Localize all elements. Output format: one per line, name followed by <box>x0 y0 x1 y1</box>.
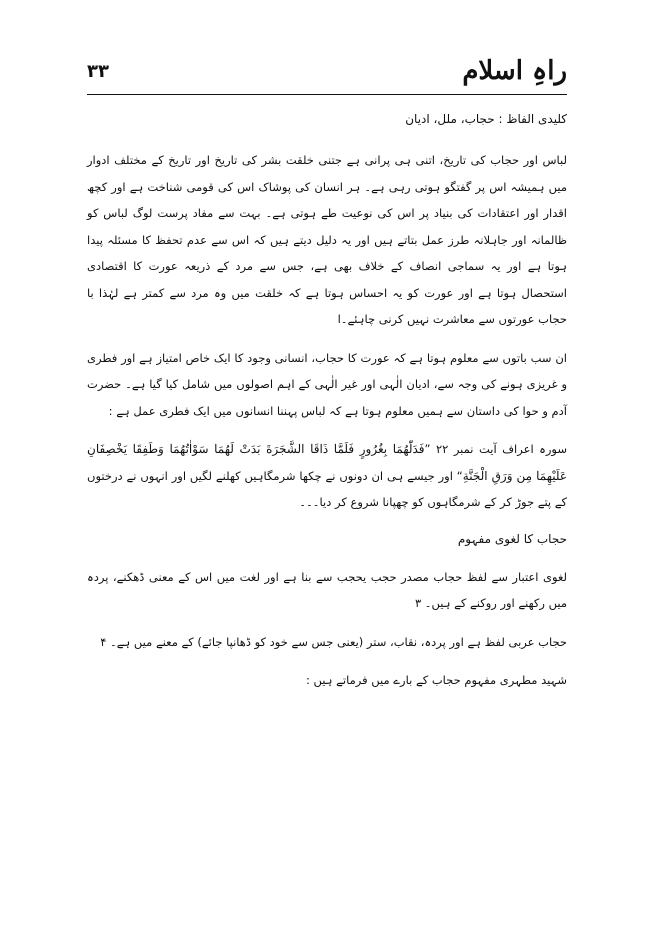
quran-translation: “ اور جیسے ہی ان دونوں نے چکھا شرمگاہیں کھلنے لگیں اور انہوں نے درختوں کے پتے جوڑ کر کے شرمگاہوں کو چھپانا شروع کر دیا۔۔۔ <box>87 468 567 509</box>
paragraph-linguistic: لغوی اعتبار سے لفظ حجاب مصدر حجب یحجب سے بنا ہے اور لغت میں اس کے معنی ڈھکنے، پردہ میں رکھنے اور روکنے کے ہیں۔ ۳ <box>87 569 567 610</box>
closing-line: شہید مطہری مفہوم حجاب کے بارے میں فرماتے ہیں : <box>306 672 567 687</box>
keywords-line: کلیدی الفاظ : حجاب، ملل، ادیان <box>405 112 567 126</box>
definition-line: حجاب عربی لفظ ہے اور پردہ، نقاب، ستر (یعنی جس سے خود کو ڈھانپا جائے) کے معنے میں ہے۔ ۴ <box>100 634 567 649</box>
quran-reference: سورہ اعراف آیت نمبر ۲۲ ” <box>424 442 567 456</box>
journal-title: راہِ اسلام <box>462 56 567 86</box>
paragraph-nature: ان سب باتوں سے معلوم ہوتا ہے کہ عورت کا حجاب، انسانی وجود کا ایک خاص امتیاز ہے اور فطری و غریزی ہونے کی وجہ سے، ادیان الٰہی اور غیر الٰہی کے اہم اصولوں میں شامل کیا گیا ہے۔ حضرت آدم و حوا کی داستان سے ہمیں معلوم ہوتا ہے کہ لباس پہننا انسانوں میں ایک فطری عمل ہے : <box>87 350 567 418</box>
page-header <box>87 56 567 96</box>
section-heading: حجاب کا لغوی مفہوم <box>457 531 567 546</box>
article-body <box>87 108 567 705</box>
header-divider <box>87 94 567 95</box>
quran-verse: فَدَلّٰهُمَا بِغُرُورٍ فَلَمَّا ذَاقَا الشَّجَرَةَ بَدَتْ لَهُمَا سَوْاٰتُهُمَا وَطَفِقَا يَخْصِفَانِ عَلَيْهِمَا مِن وَرَقِ الْجَنَّةِ <box>87 442 568 483</box>
paragraph-history: لباس اور حجاب کی تاریخ، اتنی ہی پرانی ہے جتنی خلقت بشر کی تاریخ اور تاریخ کے مختلف ادوار میں ہمیشہ اس پر گفتگو ہوتی رہی ہے۔ ہر انسان کی پوشاک اس کی قومی شناخت ہے اور کچھ اقدار اور اعتقادات کی بنیاد پر اس کی نوعیت طے ہوتی ہے۔ بہت سے مفاد پرست لوگ لباس کو ظالمانہ اور جاہلانہ طرز عمل بتاتے ہیں اور یہ دلیل دیتے ہیں کہ اس سے عدم تحفظ کا مسئلہ پیدا ہوتا ہے اور یہ سماجی انصاف کے خلاف بھی ہے، جس سے مرد کے ذریعہ عورت کا اقتصادی استحصال ہوتا ہے اور عورت کو یہ احساس ہوتا ہے کہ خلقت میں وہ مرد سے کمتر ہے لہٰذا با حجاب عورتوں سے معاشرت نہیں کرنی چاہئے۔ا <box>87 153 567 326</box>
page-number: ۳۳ <box>87 61 109 82</box>
paragraph-quran <box>87 436 567 516</box>
